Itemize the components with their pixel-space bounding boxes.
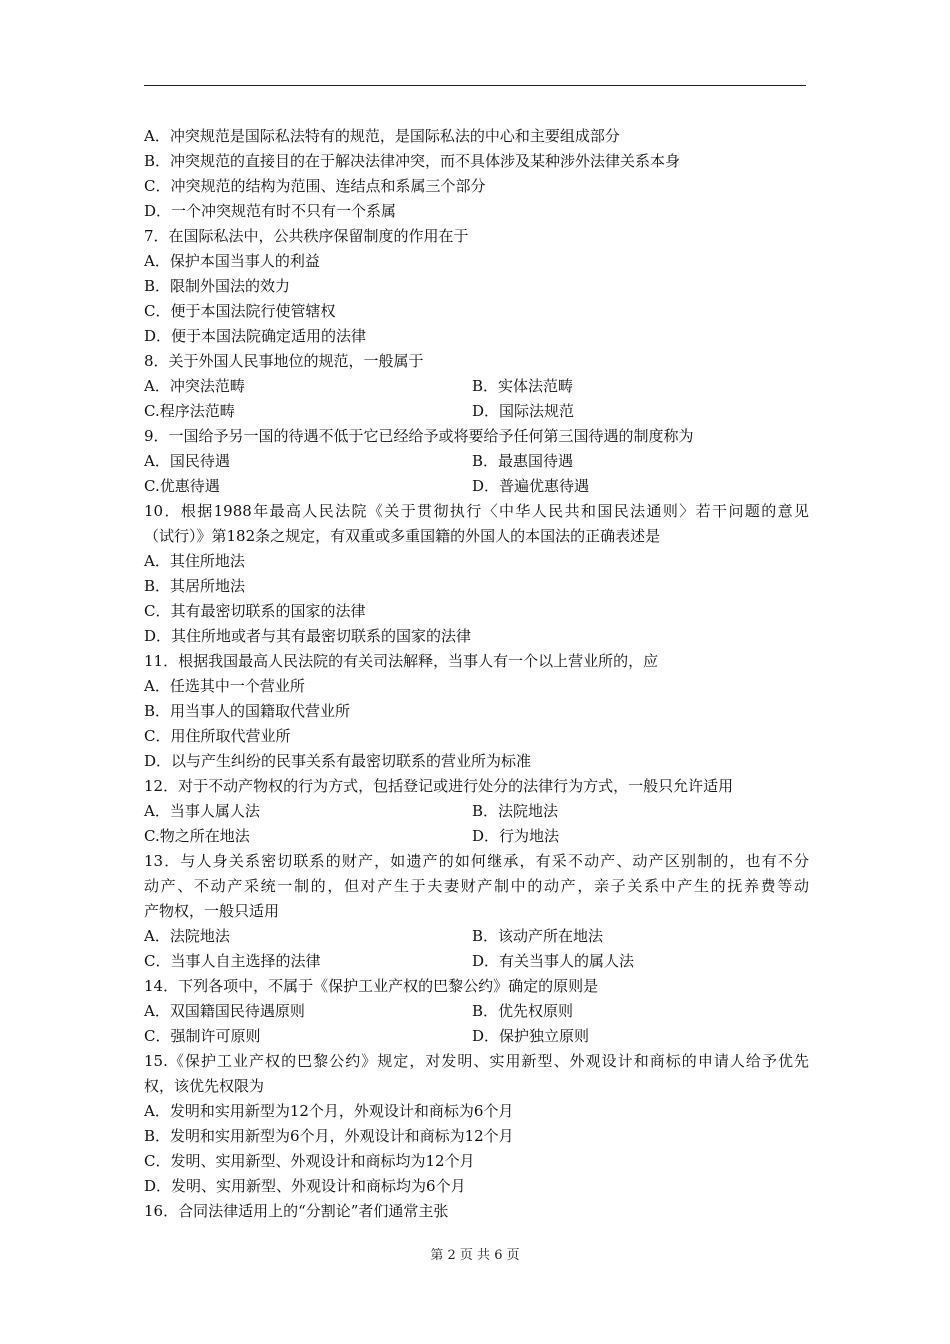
question-10-stem-line2: （试行）》第182条之规定，有双重或多重国籍的外国人的本国法的正确表述是 xyxy=(144,527,661,545)
option-row xyxy=(144,449,809,474)
option-7b: B．限制外国法的效力 xyxy=(144,277,291,295)
option-15b: B．发明和实用新型为6个月，外观设计和商标为12个月 xyxy=(144,1127,514,1145)
option-row xyxy=(144,999,809,1024)
question-12-stem: 12．对于不动产物权的行为方式，包括登记或进行处分的法律行为方式，一般只允许适用 xyxy=(144,777,734,795)
question-16-stem: 16．合同法律适用上的“分割论”者们通常主张 xyxy=(144,1202,449,1220)
option-7d: D．便于本国法院确定适用的法律 xyxy=(144,327,367,345)
question-12 xyxy=(144,774,809,849)
option-7c: C．便于本国法院行使管辖权 xyxy=(144,302,336,320)
question-15-stem-line1: 15.《保护工业产权的巴黎公约》规定，对发明、实用新型、外观设计和商标的申请人给予优先 xyxy=(144,1052,809,1070)
option-6a: A．冲突规范是国际私法特有的规范，是国际私法的中心和主要组成部分 xyxy=(144,127,620,145)
option-12b: B．法院地法 xyxy=(472,802,559,820)
option-10b: B．其居所地法 xyxy=(144,577,246,595)
option-13d: D．有关当事人的属人法 xyxy=(472,952,635,970)
question-7 xyxy=(144,224,809,349)
option-6d: D．一个冲突规范有时不只有一个系属 xyxy=(144,202,397,220)
option-row xyxy=(144,474,809,499)
option-11a: A．任选其中一个营业所 xyxy=(144,677,305,695)
option-10c: C．其有最密切联系的国家的法律 xyxy=(144,602,366,620)
option-12c: C.物之所在地法 xyxy=(144,827,250,845)
option-8c: C.程序法范畴 xyxy=(144,402,235,420)
option-13a: A．法院地法 xyxy=(144,927,230,945)
option-14b: B．优先权原则 xyxy=(472,1002,574,1020)
page-number: 第 2 页 共 6 页 xyxy=(430,1248,520,1263)
question-14-stem: 14．下列各项中，不属于《保护工业产权的巴黎公约》确定的原则是 xyxy=(144,977,599,995)
question-15-stem-line2: 权，该优先权限为 xyxy=(144,1077,265,1095)
option-6b: B．冲突规范的直接目的在于解决法律冲突，而不具体涉及某种涉外法律关系本身 xyxy=(144,152,681,170)
option-row xyxy=(144,824,809,849)
question-13-stem-line3: 产物权，一般只适用 xyxy=(144,902,280,920)
option-13b: B．该动产所在地法 xyxy=(472,927,604,945)
option-9d: D．普遍优惠待遇 xyxy=(472,477,590,495)
question-7-stem: 7．在国际私法中，公共秩序保留制度的作用在于 xyxy=(144,227,469,245)
question-14 xyxy=(144,974,809,1049)
option-row xyxy=(144,799,809,824)
option-15d: D．发明、实用新型、外观设计和商标均为6个月 xyxy=(144,1177,466,1195)
option-9c: C.优惠待遇 xyxy=(144,477,220,495)
option-9a: A．国民待遇 xyxy=(144,452,230,470)
question-11 xyxy=(144,649,809,774)
header-rule xyxy=(144,85,806,86)
option-12d: D．行为地法 xyxy=(472,827,560,845)
option-8a: A．冲突法范畴 xyxy=(144,377,245,395)
option-14c: C．强制许可原则 xyxy=(144,1027,261,1045)
question-8 xyxy=(144,349,809,424)
question-10-stem-line1: 10．根据1988年最高人民法院《关于贯彻执行〈中华人民共和国民法通则〉若干问题的意见 xyxy=(144,502,809,520)
page-body xyxy=(144,124,809,1224)
question-8-stem: 8．关于外国人民事地位的规范，一般属于 xyxy=(144,352,424,370)
option-8d: D．国际法规范 xyxy=(472,402,575,420)
question-6-options xyxy=(144,124,809,224)
question-9 xyxy=(144,424,809,499)
option-row xyxy=(144,374,809,399)
option-13c: C．当事人自主选择的法律 xyxy=(144,952,321,970)
question-15 xyxy=(144,1049,809,1199)
option-14d: D．保护独立原则 xyxy=(472,1027,590,1045)
option-15c: C．发明、实用新型、外观设计和商标均为12个月 xyxy=(144,1152,475,1170)
question-10 xyxy=(144,499,809,649)
question-13-stem-line2: 动产、不动产采统一制的，但对产生于夫妻财产制中的动产，亲子关系中产生的抚养费等动 xyxy=(144,877,809,895)
option-15a: A．发明和实用新型为12个月，外观设计和商标为6个月 xyxy=(144,1102,514,1120)
option-row xyxy=(144,399,809,424)
question-9-stem: 9．一国给予另一国的待遇不低于它已经给予或将要给予任何第三国待遇的制度称为 xyxy=(144,427,694,445)
option-row xyxy=(144,924,809,949)
option-11c: C．用住所取代营业所 xyxy=(144,727,291,745)
option-11b: B．用当事人的国籍取代营业所 xyxy=(144,702,351,720)
option-14a: A．双国籍国民待遇原则 xyxy=(144,1002,305,1020)
option-6c: C．冲突规范的结构为范围、连结点和系属三个部分 xyxy=(144,177,486,195)
option-row xyxy=(144,1024,809,1049)
question-16 xyxy=(144,1199,809,1224)
option-7a: A．保护本国当事人的利益 xyxy=(144,252,320,270)
question-11-stem: 11．根据我国最高人民法院的有关司法解释，当事人有一个以上营业所的，应 xyxy=(144,652,659,670)
question-13-stem-line1: 13．与人身关系密切联系的财产，如遗产的如何继承，有采不动产、动产区别制的，也有不分 xyxy=(144,852,809,870)
option-10a: A．其住所地法 xyxy=(144,552,245,570)
option-8b: B．实体法范畴 xyxy=(472,377,574,395)
option-9b: B．最惠国待遇 xyxy=(472,452,574,470)
option-11d: D．以与产生纠纷的民事关系有最密切联系的营业所为标准 xyxy=(144,752,532,770)
option-row xyxy=(144,949,809,974)
option-12a: A．当事人属人法 xyxy=(144,802,260,820)
option-10d: D．其住所地或者与其有最密切联系的国家的法律 xyxy=(144,627,472,645)
question-13 xyxy=(144,849,809,974)
